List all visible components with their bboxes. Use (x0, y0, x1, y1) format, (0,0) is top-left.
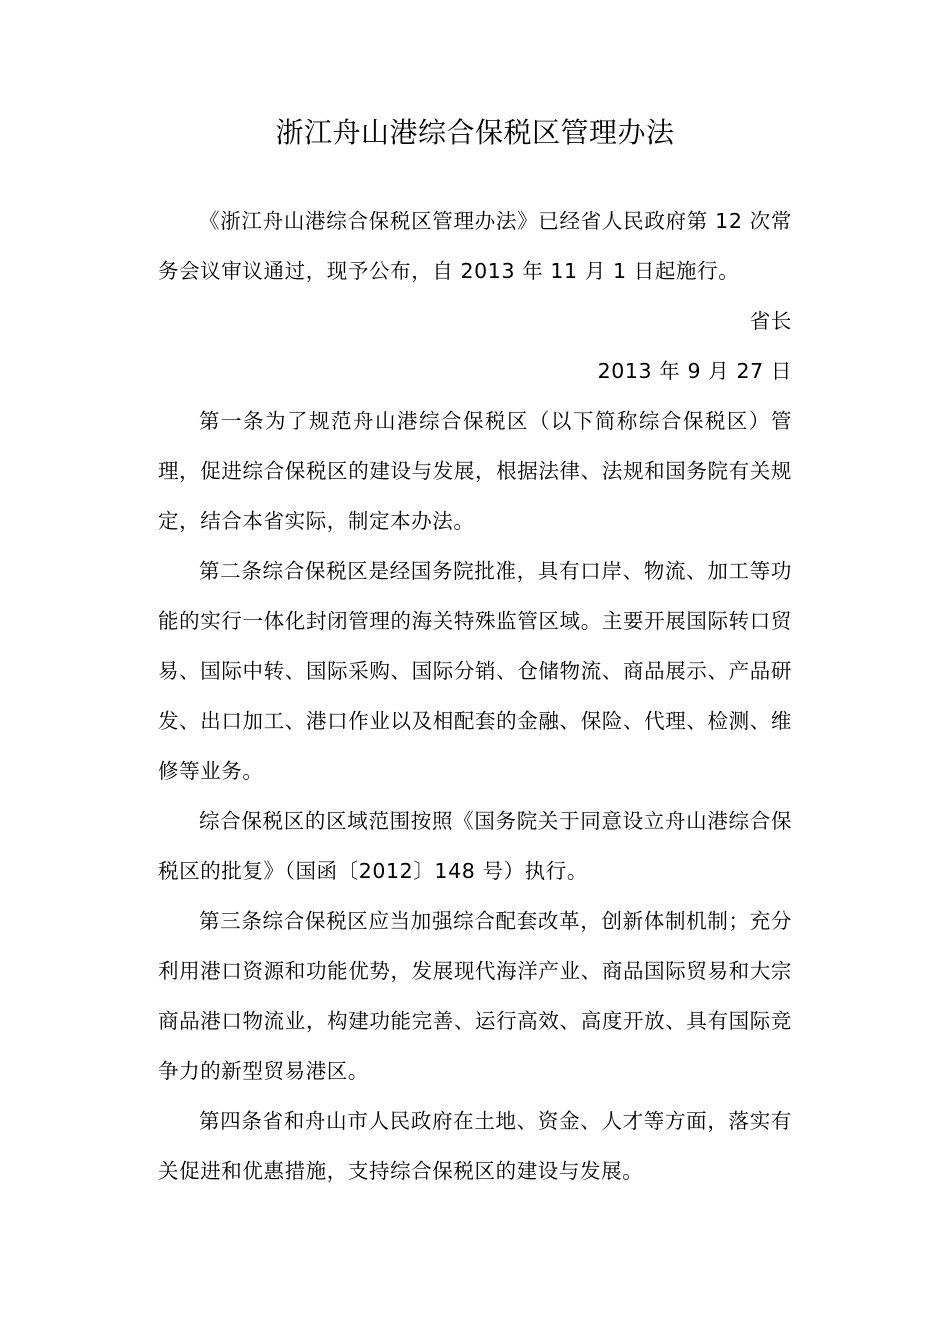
promulgation-paragraph: 《浙江舟山港综合保税区管理办法》已经省人民政府第 12 次常务会议审议通过，现予公布，自 2013 年 11 月 1 日起施行。 (158, 209, 792, 283)
article-1: 第一条为了规范舟山港综合保税区（以下简称综合保税区）管理，促进综合保税区的建设与发展，根据法律、法规和国务院有关规定，结合本省实际，制定本办法。 (158, 409, 792, 533)
signer-line: 省长 (749, 309, 792, 333)
article-4: 第四条省和舟山市人民政府在土地、资金、人才等方面，落实有关促进和优惠措施，支持综合保税区的建设与发展。 (158, 1109, 792, 1183)
document-title (0, 108, 950, 158)
article-2: 第二条综合保税区是经国务院批准，具有口岸、物流、加工等功能的实行一体化封闭管理的海关特殊监管区域。主要开展国际转口贸易、国际中转、国际采购、国际分销、仓储物流、商品展示、产品研发、出口加工、港口作业以及相配套的金融、保险、代理、检测、维修等业务。 (158, 559, 792, 783)
article-3: 第三条综合保税区应当加强综合配套改革，创新体制机制；充分利用港口资源和功能优势，发展现代海洋产业、商品国际贸易和大宗商品港口物流业，构建功能完善、运行高效、高度开放、具有国际竞争力的新型贸易港区。 (158, 909, 792, 1083)
title-text: 浙江舟山港综合保税区管理办法 (275, 116, 675, 149)
document-body (158, 196, 792, 1196)
article-2-scope: 综合保税区的区域范围按照《国务院关于同意设立舟山港综合保税区的批复》（国函〔2012〕148 号）执行。 (158, 809, 792, 883)
date-line: 2013 年 9 月 27 日 (597, 359, 792, 383)
